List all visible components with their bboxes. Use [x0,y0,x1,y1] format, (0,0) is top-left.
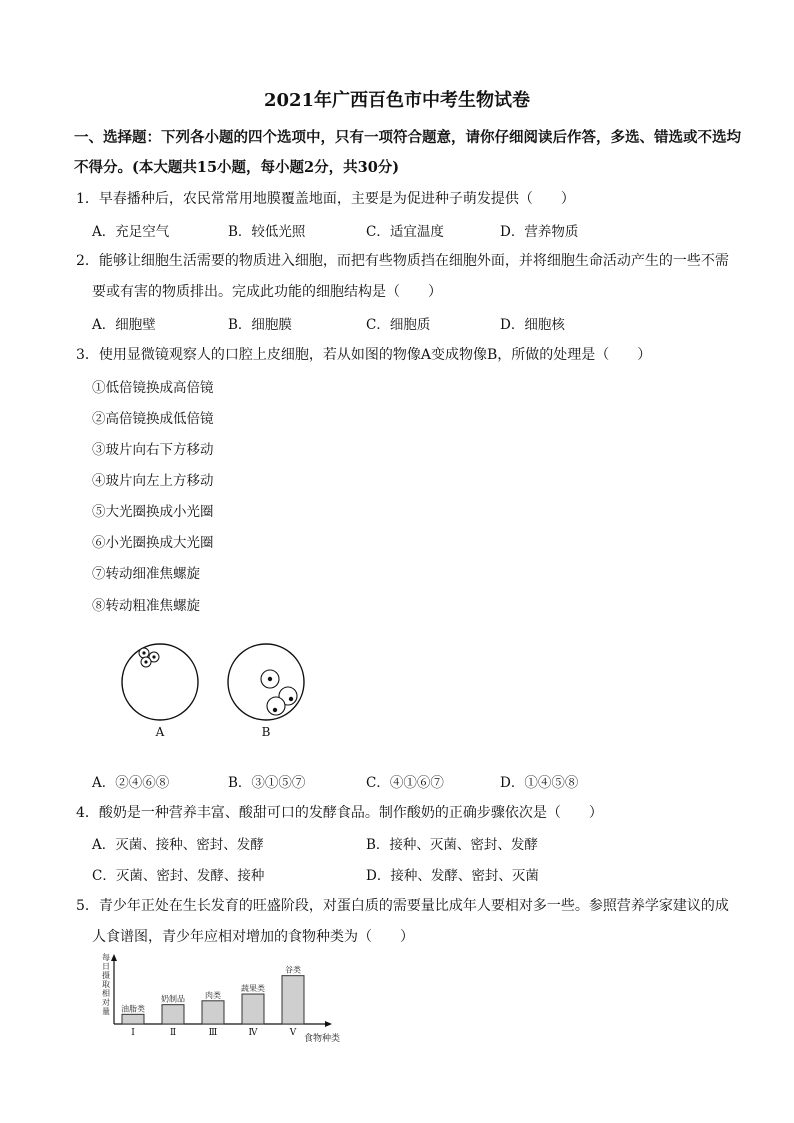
question-4-stem: 4．酸奶是一种营养丰富、酸甜可口的发酵食品。制作酸奶的正确步骤依次是（ ） [76,805,603,821]
question-4-option-d: D．接种、发酵、密封、灭菌 [366,868,539,884]
question-3-step: ⑧转动粗准焦螺旋 [92,598,200,614]
chart-bar-label: 肉类 [205,990,221,1000]
question-2-stem-line1: 2．能够让细胞生活需要的物质进入细胞，而把有些物质挡在细胞外面，并将细胞生命活动产生的一些不需 [76,253,729,269]
view-b [228,644,304,739]
question-2-option-a: A．细胞壁 [92,317,156,333]
question-3-step: ⑥小光圈换成大光圈 [92,535,214,551]
question-3-step: ①低倍镜换成高倍镜 [92,380,214,396]
chart-y-axis-label: 每日摄取相对量 [102,953,110,1016]
chart-bar [242,994,264,1024]
question-3-option-d: D．①④⑤⑧ [500,775,579,791]
question-2-stem-line2: 要或有害的物质排出。完成此功能的细胞结构是（ ） [92,284,442,300]
page-title: 2021年广西百色市中考生物试卷 [263,90,531,111]
chart-x-axis-arrow [325,1021,332,1027]
question-3-stem: 3．使用显微镜观察人的口腔上皮细胞，若从如图的物像A变成物像B，所做的处理是（ ） [76,347,652,363]
question-3-option-a: A．②④⑥⑧ [92,775,170,791]
view-b-label: B [261,725,271,739]
question-3-step: ③玻片向右下方移动 [92,442,214,458]
question-3-step: ⑦转动细准焦螺旋 [92,566,200,582]
chart-bar [282,976,304,1024]
question-1-stem: 1．早春播种后，农民常常用地膜覆盖地面，主要是为促进种子萌发提供（ ） [76,191,575,207]
view-a-nucleus [144,660,147,663]
chart-x-axis-label: 食物种类 [304,1034,341,1044]
view-a [122,644,198,739]
question-1-option-c: C．适宜温度 [366,224,444,240]
view-a-label: A [155,725,165,739]
question-2-option-b: B．细胞膜 [228,317,292,333]
chart-x-tick-label: Ⅰ [131,1028,135,1038]
microscope-view-figure [110,634,330,746]
chart-bar-label: 谷类 [285,965,301,975]
view-b-cell [267,697,285,715]
chart-y-axis-arrow [111,954,117,961]
question-5-stem-line1: 5．青少年正处在生长发育的旺盛阶段，对蛋白质的需要量比成年人要相对多一些。参照营养学家建议的成 [76,898,729,914]
question-3-option-c: C．④①⑥⑦ [366,775,444,791]
chart-x-tick-label: Ⅱ [169,1028,177,1038]
chart-x-tick-label: Ⅳ [248,1028,258,1038]
question-3-option-b: B．③①⑤⑦ [228,775,306,791]
chart-bar [202,1001,224,1024]
view-b-nucleus [268,677,272,681]
view-b-nucleus [289,697,293,701]
question-2-option-d: D．细胞核 [500,317,565,333]
chart-bar-label: 蔬果类 [241,984,265,994]
question-5-stem-line2: 人食谱图，青少年应相对增加的食物种类为（ ） [92,929,414,945]
view-a-nucleus [152,655,155,658]
chart-bar-label: 油脂类 [121,1004,145,1014]
section-instructions-line1: 一、选择题：下列各小题的四个选项中，只有一项符合题意，请你仔细阅读后作答，多选、错选或不选均 [74,129,741,146]
view-a-field-circle [122,644,198,720]
chart-bars [121,965,304,1038]
chart-x-tick-label: Ⅲ [208,1028,218,1038]
question-4-option-b: B．接种、灭菌、密封、发酵 [366,837,538,853]
food-pyramid-bar-chart [94,952,364,1048]
question-2-option-c: C．细胞质 [366,317,431,333]
question-1-option-a: A．充足空气 [92,224,170,240]
chart-bar [122,1014,144,1024]
question-3-step: ④玻片向左上方移动 [92,473,214,489]
question-3-step: ⑤大光圈换成小光圈 [92,504,214,520]
chart-bar [162,1005,184,1024]
chart-bar-label: 奶制品 [161,994,185,1004]
section-instructions-line2: 不得分。(本大题共15小题，每小题2分，共30分) [74,159,400,176]
view-a-nucleus [142,651,145,654]
question-4-option-a: A．灭菌、接种、密封、发酵 [92,837,264,853]
view-b-nucleus [273,708,277,712]
question-4-option-c: C．灭菌、密封、发酵、接种 [92,868,265,884]
question-3-step: ②高倍镜换成低倍镜 [92,411,214,427]
chart-x-tick-label: Ⅴ [289,1028,297,1038]
question-1-option-d: D．营养物质 [500,224,579,240]
question-1-option-b: B．较低光照 [228,224,306,240]
